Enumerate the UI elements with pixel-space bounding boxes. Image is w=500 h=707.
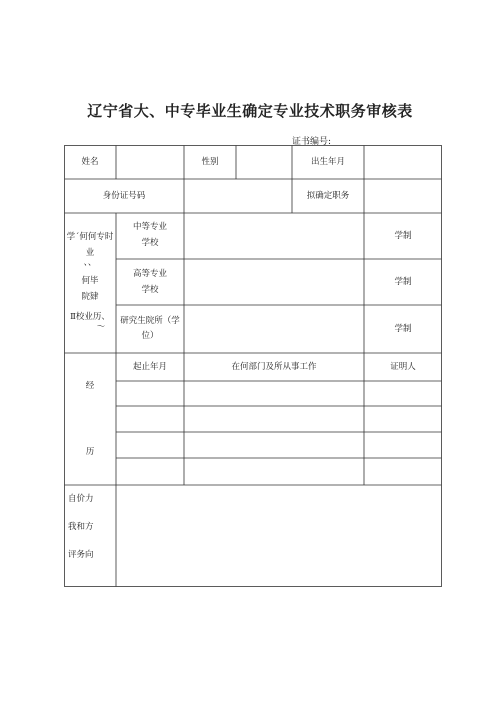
page-title: 辽宁省大、中专毕业生确定专业技术职务审核表 bbox=[87, 102, 413, 120]
name-label: 姓名 bbox=[81, 157, 99, 167]
education-side-label-7: ～ bbox=[96, 322, 106, 332]
period-column-header: 起止年月 bbox=[132, 362, 168, 372]
department-column-header: 在何部门及所从事工作 bbox=[231, 362, 317, 372]
higher-school-label-line1: 高等专业 bbox=[132, 269, 168, 279]
experience-side-label-bottom: 历 bbox=[85, 447, 95, 457]
education-side-label-2: 业 bbox=[85, 248, 95, 258]
duration-label-graduate: 学制 bbox=[394, 324, 412, 334]
higher-school-label-line2: 学校 bbox=[141, 285, 159, 295]
graduate-school-label-line1: 研究生院所（学 bbox=[120, 316, 180, 326]
education-side-label-4: 何毕 bbox=[81, 276, 99, 286]
proposed-post-label: 拟确定职务 bbox=[306, 191, 350, 201]
experience-side-label-top: 经 bbox=[85, 381, 95, 391]
graduate-school-label-line2: 位） bbox=[141, 331, 159, 341]
certificate-number-label: 证书编号: bbox=[292, 137, 332, 147]
witness-column-header: 证明人 bbox=[390, 362, 416, 372]
evaluation-label-line3: 评务向 bbox=[68, 550, 94, 560]
duration-label-higher: 学制 bbox=[394, 277, 412, 287]
duration-label-secondary: 学制 bbox=[394, 231, 412, 241]
secondary-school-label-line2: 学校 bbox=[141, 238, 159, 248]
secondary-school-label-line1: 中等专业 bbox=[132, 222, 168, 232]
birth-date-label: 出生年月 bbox=[310, 157, 346, 167]
id-card-label: 身份证号码 bbox=[102, 191, 146, 201]
education-side-label-3: 、、 bbox=[83, 258, 97, 268]
education-side-label-5: 院肄 bbox=[81, 292, 99, 302]
education-side-label-1: 学´何何专时 bbox=[66, 232, 114, 242]
gender-label: 性别 bbox=[201, 157, 219, 167]
education-side-label-6: Ⅱ校业历、 bbox=[70, 312, 110, 322]
review-form-table bbox=[64, 145, 442, 587]
evaluation-label-line1: 自价力 bbox=[68, 494, 94, 504]
evaluation-label-line2: 我和方 bbox=[68, 522, 94, 532]
